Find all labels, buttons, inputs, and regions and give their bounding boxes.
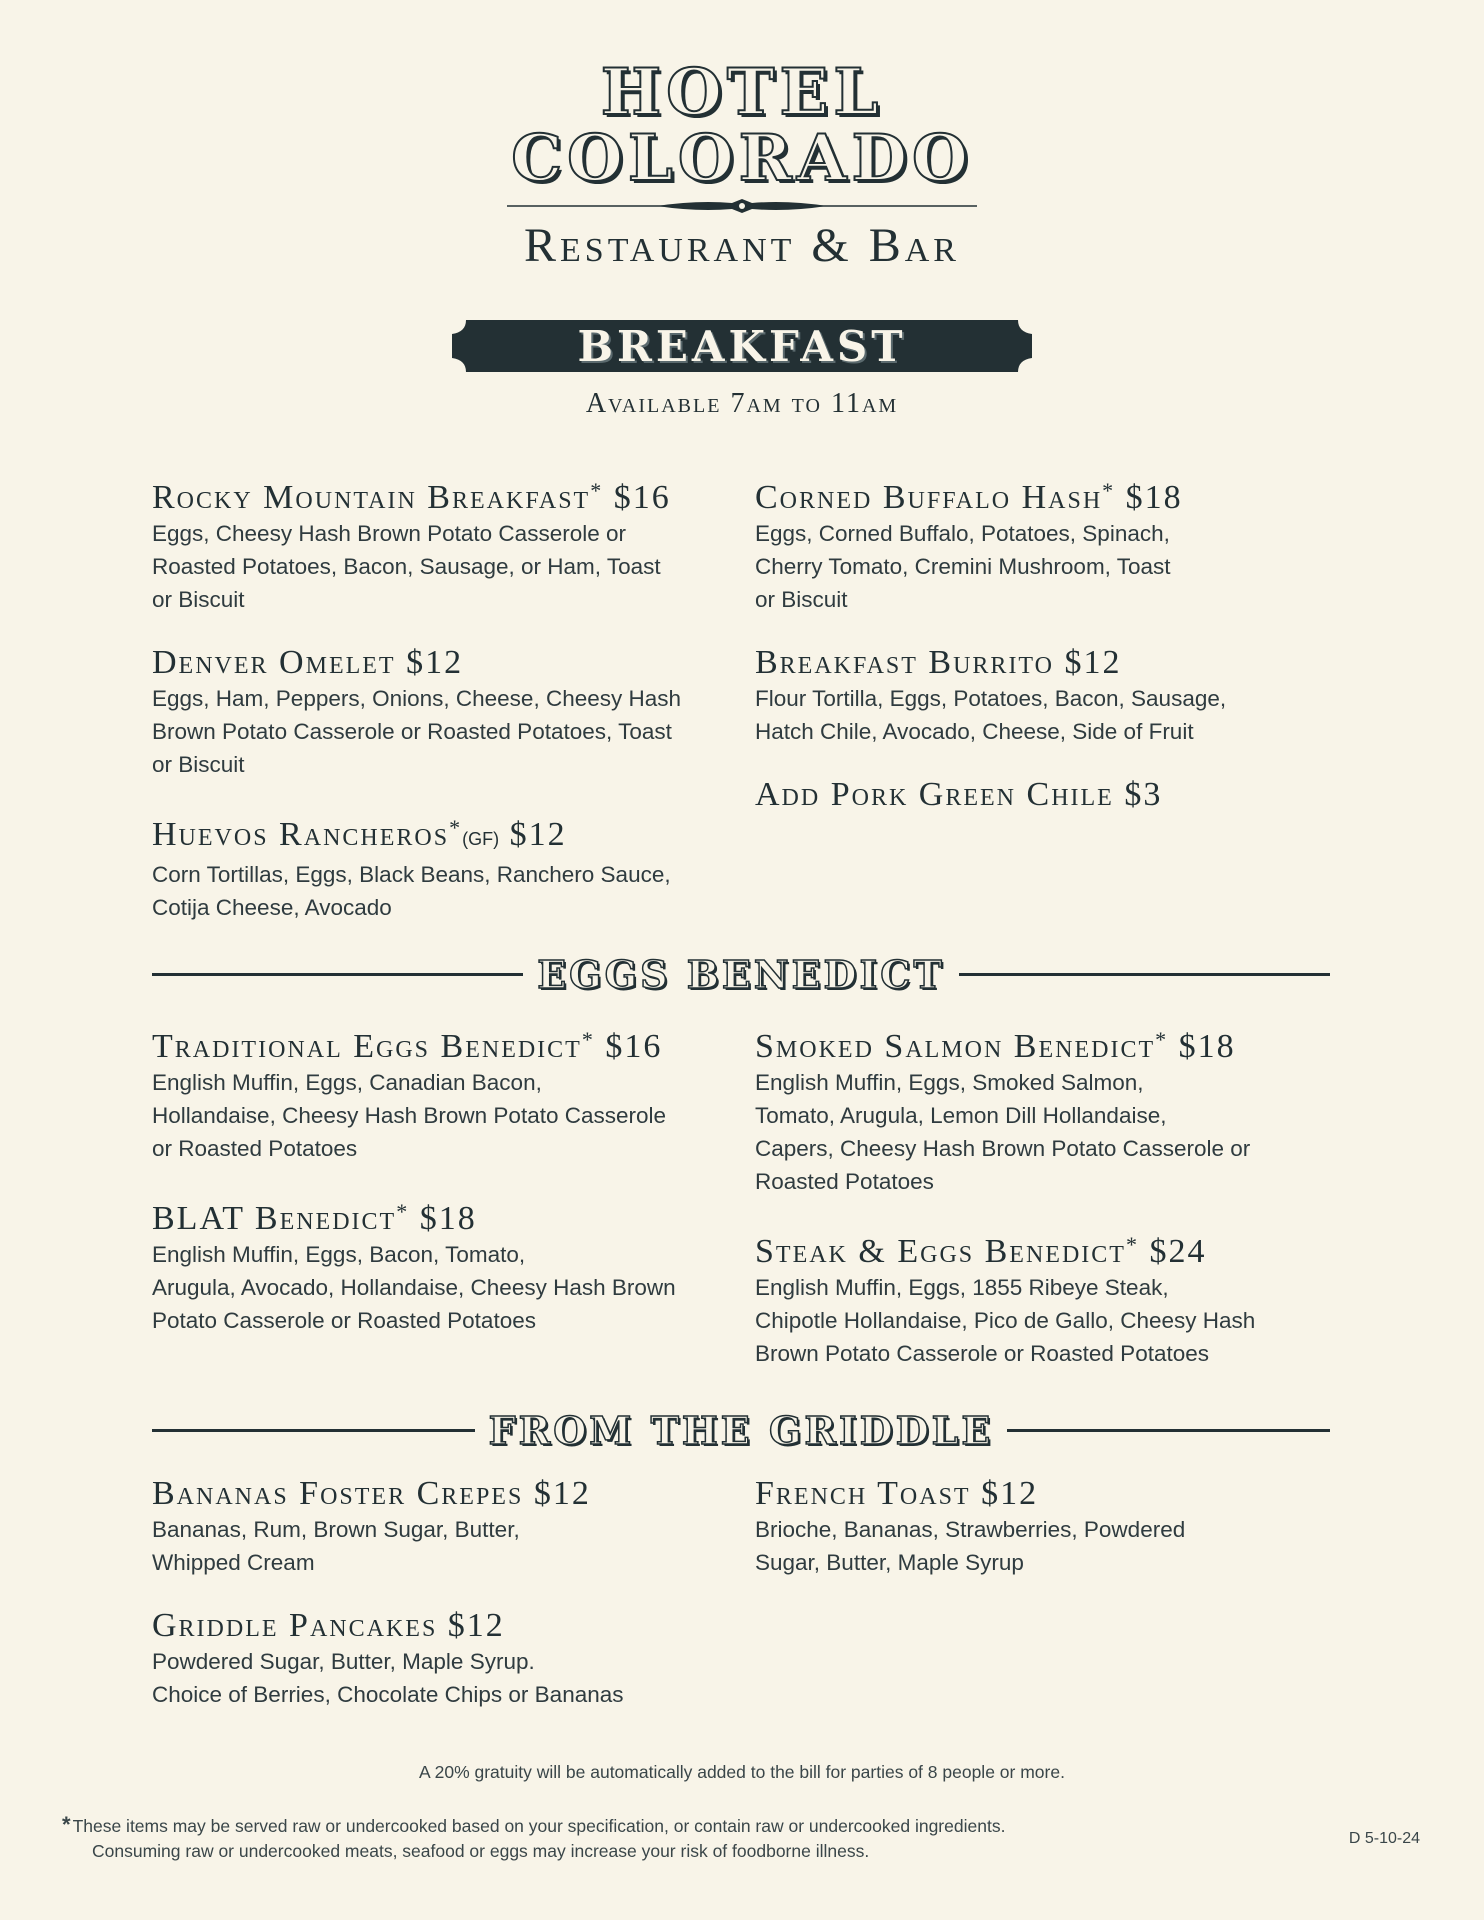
description-line: or Biscuit — [755, 587, 848, 612]
description-line: Tomato, Arugula, Lemon Dill Hollandaise, — [755, 1103, 1167, 1128]
menu-item-name: Griddle Pancakes — [152, 1607, 438, 1644]
section-rule-left — [152, 973, 523, 976]
menu-item-title — [152, 472, 742, 517]
menu-item-description — [152, 1238, 742, 1337]
menu-item-description — [152, 1066, 742, 1165]
menu-item — [755, 472, 1345, 616]
menu-item-price: $18 — [419, 1200, 477, 1237]
description-line: Potato Casserole or Roasted Potatoes — [152, 1308, 536, 1333]
menu-item-price: $12 — [1064, 644, 1122, 681]
menu-item-price: $12 — [533, 1475, 591, 1512]
menu-item-description — [755, 682, 1345, 748]
gratuity-notice: A 20% gratuity will be automatically added to the bill for parties of 8 people or more. — [419, 1762, 1065, 1782]
description-line: Whipped Cream — [152, 1550, 315, 1575]
breakfast-heading: BREAKFAST — [577, 322, 907, 371]
menu-item-price: $16 — [613, 479, 671, 516]
menu-item — [755, 1475, 1345, 1579]
ornament-divider-icon — [507, 196, 977, 216]
description-line: English Muffin, Eggs, 1855 Ribeye Steak, — [755, 1275, 1169, 1300]
menu-item — [755, 1021, 1345, 1198]
menu-item-price: $12 — [509, 816, 567, 853]
description-line: Brioche, Bananas, Strawberries, Powdered — [755, 1517, 1186, 1542]
breakfast-right-column — [755, 472, 1345, 842]
griddle-section-heading — [152, 1407, 1330, 1453]
menu-item-title — [755, 472, 1345, 517]
griddle-heading: FROM THE GRIDDLE — [488, 1407, 994, 1453]
menu-item-description — [152, 858, 742, 924]
gluten-free-tag: (GF) — [462, 829, 500, 849]
menu-item-name: BLAT Benedict — [152, 1200, 397, 1237]
description-line: Brown Potato Casserole or Roasted Potatoes, Toast — [152, 719, 672, 744]
menu-item-description — [755, 1066, 1345, 1198]
description-line: Hatch Chile, Avocado, Cheese, Side of Fruit — [755, 719, 1194, 744]
raw-warning-asterisk: * — [1155, 1027, 1169, 1052]
description-line: Eggs, Cheesy Hash Brown Potato Casserole or — [152, 521, 626, 546]
menu-item-description — [755, 1513, 1345, 1579]
description-line: or Roasted Potatoes — [152, 1136, 358, 1161]
description-line: Sugar, Butter, Maple Syrup — [755, 1550, 1024, 1575]
menu-item-title — [755, 644, 1345, 682]
raw-warning-asterisk: * — [590, 478, 604, 503]
menu-item-name: Huevos Rancheros — [152, 816, 450, 853]
menu-item-title — [152, 809, 742, 858]
hotel-name-line2: COLORADO — [511, 121, 973, 196]
description-line: Arugula, Avocado, Hollandaise, Cheesy Hash Brown — [152, 1275, 676, 1300]
raw-food-disclaimer — [62, 1812, 1162, 1864]
menu-item — [755, 1226, 1345, 1370]
disclaimer-line2: Consuming raw or undercooked meats, seafood or eggs may increase your risk of foodborne illness. — [92, 1841, 870, 1861]
description-line: Hollandaise, Cheesy Hash Brown Potato Casserole — [152, 1103, 667, 1128]
raw-warning-asterisk: * — [396, 1199, 410, 1224]
raw-warning-asterisk: * — [1102, 478, 1116, 503]
menu-item-description — [152, 517, 742, 616]
menu-item — [152, 1193, 742, 1337]
menu-item — [152, 1475, 742, 1579]
eggs-benedict-heading: EGGS BENEDICT — [537, 951, 945, 997]
benedict-left-column — [152, 1021, 742, 1365]
description-line: Chipotle Hollandaise, Pico de Gallo, Cheesy Hash — [755, 1308, 1256, 1333]
menu-item — [755, 776, 1345, 814]
menu-item-price: $12 — [447, 1607, 505, 1644]
menu-item-name: Rocky Mountain Breakfast — [152, 479, 591, 516]
menu-version-code: D 5-10-24 — [1348, 1830, 1420, 1847]
menu-item-title — [755, 1021, 1345, 1066]
restaurant-subtitle: Restaurant & Bar — [524, 219, 960, 272]
raw-warning-asterisk: * — [449, 815, 463, 840]
description-line: Flour Tortilla, Eggs, Potatoes, Bacon, Sausage, — [755, 686, 1227, 711]
description-line: English Muffin, Eggs, Smoked Salmon, — [755, 1070, 1144, 1095]
description-line: Powdered Sugar, Butter, Maple Syrup. — [152, 1649, 535, 1674]
description-line: Corn Tortillas, Eggs, Black Beans, Ranchero Sauce, — [152, 862, 671, 887]
menu-item-description — [755, 1271, 1345, 1370]
menu-item-title — [152, 1021, 742, 1066]
menu-item-name: Denver Omelet — [152, 644, 396, 681]
description-line: Roasted Potatoes — [755, 1169, 934, 1194]
menu-item-name: Smoked Salmon Benedict — [755, 1028, 1156, 1065]
breakfast-availability: Available 7am to 11am — [585, 388, 899, 419]
menu-item-price: $24 — [1149, 1233, 1207, 1270]
menu-item-price: $12 — [406, 644, 464, 681]
eggs-benedict-section-heading — [152, 951, 1330, 997]
menu-item-description — [152, 682, 742, 781]
description-line: Cherry Tomato, Cremini Mushroom, Toast — [755, 554, 1171, 579]
description-line: or Biscuit — [152, 752, 245, 777]
description-line: Capers, Cheesy Hash Brown Potato Casserole or — [755, 1136, 1251, 1161]
description-line: Brown Potato Casserole or Roasted Potatoes — [755, 1341, 1209, 1366]
menu-item-name: Add Pork Green Chile — [755, 776, 1114, 813]
menu-item-name: French Toast — [755, 1475, 971, 1512]
menu-item-title — [152, 1475, 742, 1513]
description-line: Bananas, Rum, Brown Sugar, Butter, — [152, 1517, 520, 1542]
menu-item — [152, 472, 742, 616]
menu-item-description — [755, 517, 1345, 616]
menu-item-name: Breakfast Burrito — [755, 644, 1054, 681]
section-rule-right — [1007, 1429, 1330, 1432]
description-line: Roasted Potatoes, Bacon, Sausage, or Ham, Toast — [152, 554, 661, 579]
description-line: or Biscuit — [152, 587, 245, 612]
breakfast-left-column — [152, 472, 742, 952]
breakfast-banner — [452, 320, 1032, 372]
menu-item-name: Corned Buffalo Hash — [755, 479, 1103, 516]
menu-item-title — [755, 776, 1345, 814]
menu-item-price: $12 — [981, 1475, 1039, 1512]
menu-item-price: $18 — [1125, 479, 1183, 516]
restaurant-logo — [0, 55, 1484, 273]
menu-item — [152, 809, 742, 924]
menu-item — [152, 1021, 742, 1165]
menu-item-name: Traditional Eggs Benedict — [152, 1028, 582, 1065]
description-line: English Muffin, Eggs, Canadian Bacon, — [152, 1070, 542, 1095]
menu-item-description — [152, 1513, 742, 1579]
raw-warning-asterisk: * — [581, 1027, 595, 1052]
menu-item-name: Steak & Eggs Benedict — [755, 1233, 1126, 1270]
description-line: Choice of Berries, Chocolate Chips or Bananas — [152, 1682, 624, 1707]
menu-item — [152, 644, 742, 781]
menu-item-name: Bananas Foster Crepes — [152, 1475, 524, 1512]
griddle-right-column — [755, 1475, 1345, 1607]
menu-item-title — [152, 1193, 742, 1238]
description-line: Cotija Cheese, Avocado — [152, 895, 392, 920]
disclaimer-line1: These items may be served raw or undercooked based on your specification, or contain raw or undercooked ingredients. — [72, 1816, 1006, 1836]
griddle-left-column — [152, 1475, 742, 1739]
menu-item-title — [755, 1226, 1345, 1271]
menu-item — [152, 1607, 742, 1711]
menu-item — [755, 644, 1345, 748]
section-rule-right — [959, 973, 1330, 976]
menu-item-title — [755, 1475, 1345, 1513]
description-line: Eggs, Corned Buffalo, Potatoes, Spinach, — [755, 521, 1170, 546]
menu-item-title — [152, 644, 742, 682]
menu-item-price: $18 — [1178, 1028, 1236, 1065]
description-line: Eggs, Ham, Peppers, Onions, Cheese, Cheesy Hash — [152, 686, 682, 711]
raw-warning-asterisk: * — [1125, 1232, 1139, 1257]
asterisk-icon: * — [62, 1812, 71, 1837]
benedict-right-column — [755, 1021, 1345, 1398]
section-rule-left — [152, 1429, 475, 1432]
hotel-name-line1: HOTEL — [600, 55, 884, 130]
description-line: English Muffin, Eggs, Bacon, Tomato, — [152, 1242, 526, 1267]
menu-item-price: $3 — [1124, 776, 1163, 813]
menu-item-description — [152, 1645, 742, 1711]
menu-item-price: $16 — [605, 1028, 663, 1065]
menu-item-title — [152, 1607, 742, 1645]
